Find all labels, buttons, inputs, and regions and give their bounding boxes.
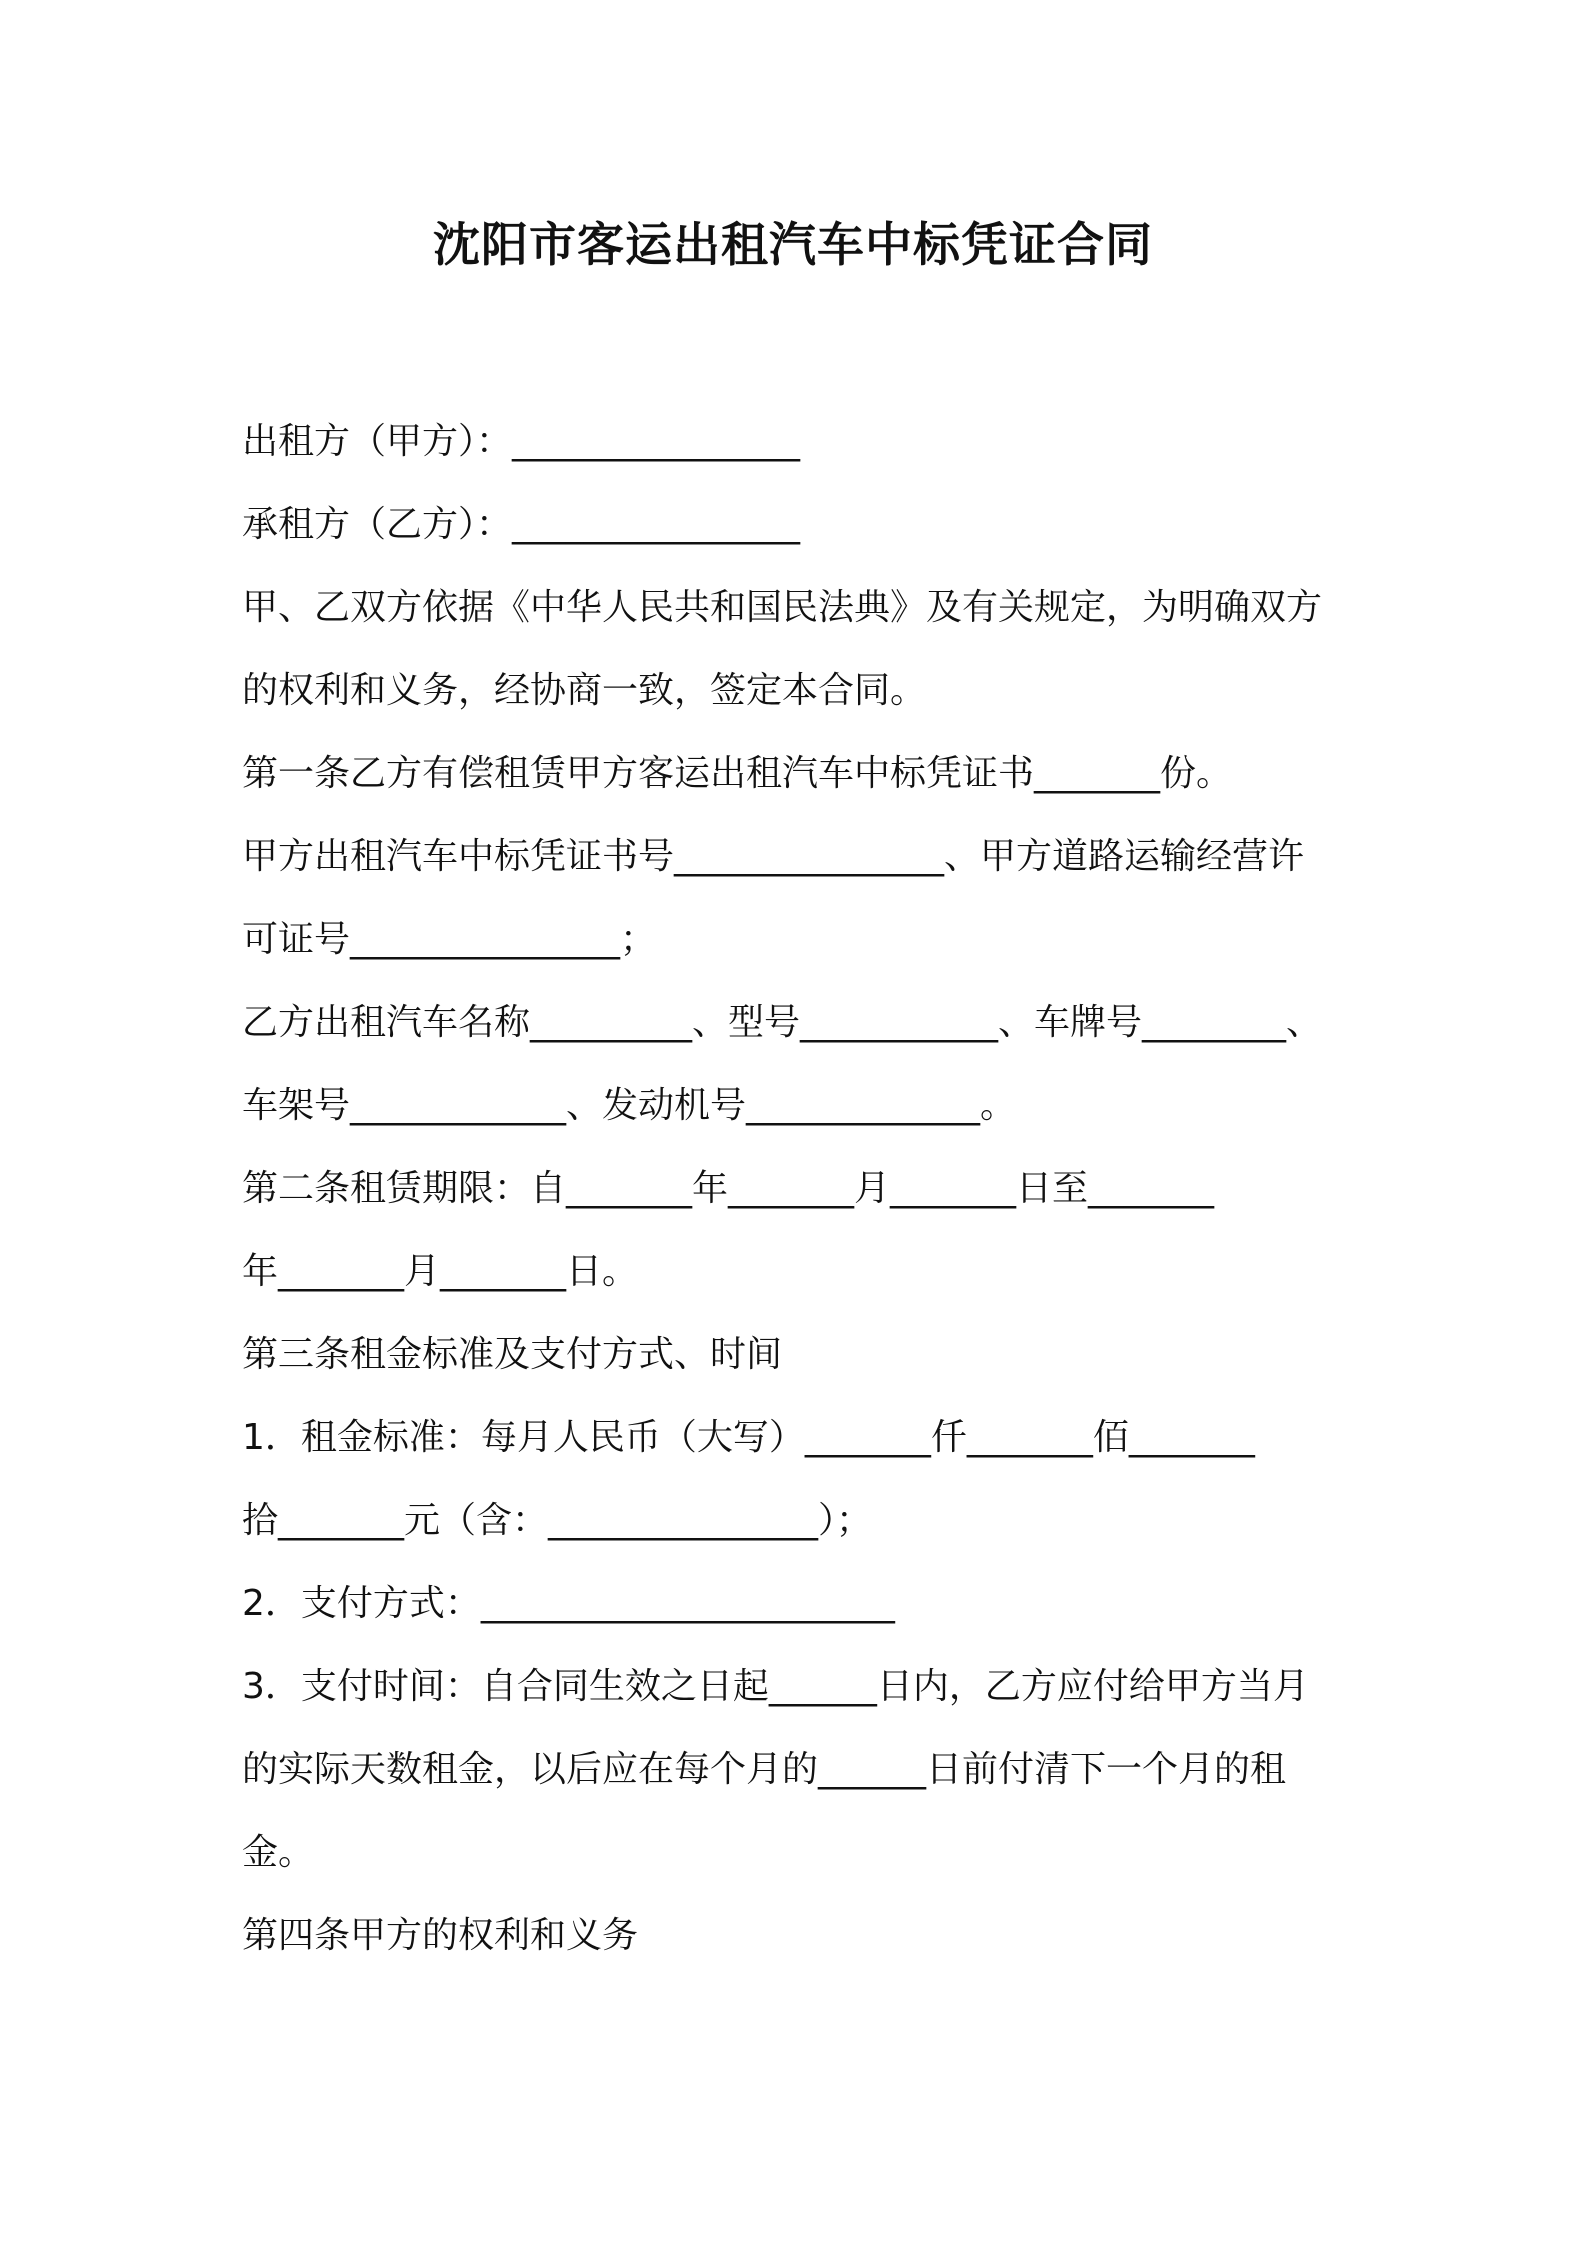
text-line: 金。 [242,1832,315,1873]
text-line: 可证号_______________； [242,919,657,960]
text-line: 第三条租金标准及支付方式、时间 [242,1334,783,1375]
text-line: 承租方（乙方）：________________ [242,504,801,545]
text-line: 第二条租赁期限：自_______年_______月_______日至_______ [242,1168,1215,1209]
text-line: 第四条甲方的权利和义务 [242,1915,639,1956]
text-line: 3．支付时间：自合同生效之日起______日内，乙方应付给甲方当月 [242,1666,1309,1707]
document-body [242,400,1392,1977]
text-line: 的实际天数租金，以后应在每个月的______日前付清下一个月的租 [242,1749,1287,1790]
text-line: 甲方出租汽车中标凭证书号_______________、甲方道路运输经营许 [242,836,1305,877]
text-line: 甲、乙双方依据《中华人民共和国民法典》及有关规定，为明确双方 [242,587,1323,628]
text-line: 的权利和义务，经协商一致，签定本合同。 [242,670,927,711]
text-line: 1．租金标准：每月人民币（大写）_______仟_______佰_______ [242,1417,1255,1458]
text-line: 车架号____________、发动机号_____________。 [242,1085,1017,1126]
document-title: 沈阳市客运出租汽车中标凭证合同 [433,218,1153,273]
text-line: 2．支付方式：_______________________ [242,1583,895,1624]
text-line: 出租方（甲方）：________________ [242,421,801,462]
text-line: 拾_______元（含：_______________）； [242,1500,873,1541]
text-line: 乙方出租汽车名称_________、型号___________、车牌号________、 [242,1002,1323,1043]
text-line: 第一条乙方有偿租赁甲方客运出租汽车中标凭证书_______份。 [242,753,1233,794]
text-line: 年_______月_______日。 [242,1251,639,1292]
